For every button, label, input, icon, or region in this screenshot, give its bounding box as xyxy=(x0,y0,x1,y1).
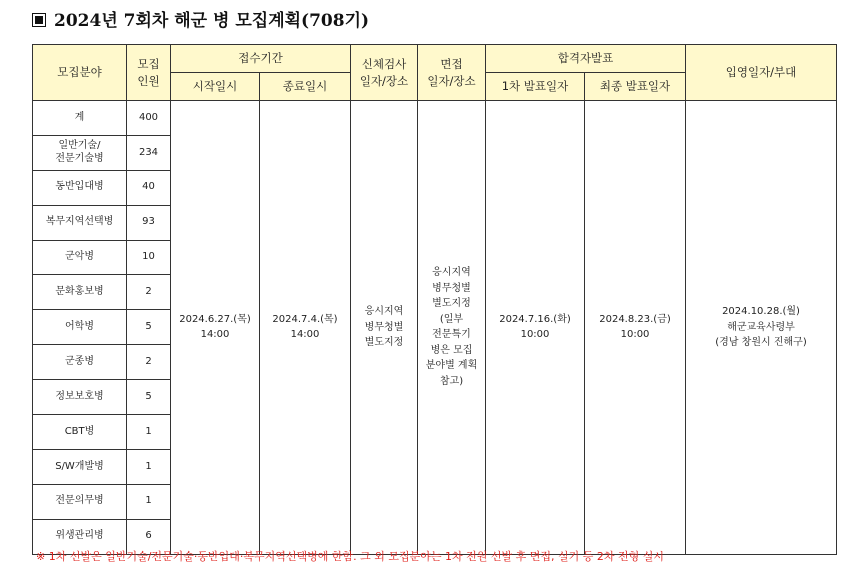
enlist-cell: 2024.10.28.(월) 해군교육사령부 (경남 창원시 진해구) xyxy=(686,101,837,555)
header-start: 시작일시 xyxy=(171,73,260,101)
header-result: 합격자발표 xyxy=(486,45,686,73)
field-cell: 정보보호병 xyxy=(33,380,127,415)
field-cell: 동반입대병 xyxy=(33,170,127,205)
interview-cell: 응시지역 병무청별 별도지정 (일부 전문특기 병은 모집 분야별 계획 참고) xyxy=(418,101,486,555)
exam-cell: 응시지역 병무청별 별도지정 xyxy=(351,101,418,555)
field-cell: 문화홍보병 xyxy=(33,275,127,310)
count-cell: 1 xyxy=(127,415,171,450)
header-count: 모집 인원 xyxy=(127,45,171,101)
title-text: 2024년 7회차 해군 병 모집계획(708기) xyxy=(54,11,370,31)
field-cell: S/W개발병 xyxy=(33,449,127,484)
header-field: 모집분야 xyxy=(33,45,127,101)
count-cell: 1 xyxy=(127,484,171,519)
field-cell: 전문의무병 xyxy=(33,484,127,519)
table-row xyxy=(33,101,837,136)
count-cell: 5 xyxy=(127,380,171,415)
count-cell: 1 xyxy=(127,449,171,484)
count-cell: 2 xyxy=(127,345,171,380)
count-cell: 234 xyxy=(127,135,171,170)
count-cell: 5 xyxy=(127,310,171,345)
end-date-cell: 2024.7.4.(목) 14:00 xyxy=(260,101,351,555)
square-bullet-icon xyxy=(32,13,46,27)
header-final: 최종 발표일자 xyxy=(585,73,686,101)
page-title xyxy=(32,9,369,33)
field-cell: 계 xyxy=(33,101,127,136)
field-cell: 군종병 xyxy=(33,345,127,380)
field-cell: 일반기술/ 전문기술병 xyxy=(33,135,127,170)
final-result-cell: 2024.8.23.(금) 10:00 xyxy=(585,101,686,555)
count-cell: 6 xyxy=(127,519,171,554)
field-cell: 복무지역선택병 xyxy=(33,205,127,240)
count-cell: 93 xyxy=(127,205,171,240)
header-first: 1차 발표일자 xyxy=(486,73,585,101)
field-cell: 군악병 xyxy=(33,240,127,275)
header-interview: 면접 일자/장소 xyxy=(418,45,486,101)
recruitment-table xyxy=(32,44,837,555)
field-cell: 어학병 xyxy=(33,310,127,345)
footnote: ※ 1차 선발은 일반기술/전문기술·동반입대·복무지역선택병에 한함. 그 외 모집분야는 1차 전원 선발 후 면접, 실기 등 2차 전형 실시 xyxy=(36,550,665,563)
count-cell: 2 xyxy=(127,275,171,310)
field-cell: CBT병 xyxy=(33,415,127,450)
count-cell: 400 xyxy=(127,101,171,136)
count-cell: 40 xyxy=(127,170,171,205)
header-enlist: 입영일자/부대 xyxy=(686,45,837,101)
header-end: 종료일시 xyxy=(260,73,351,101)
first-result-cell: 2024.7.16.(화) 10:00 xyxy=(486,101,585,555)
start-date-cell: 2024.6.27.(목) 14:00 xyxy=(171,101,260,555)
field-cell: 위생관리병 xyxy=(33,519,127,554)
header-exam: 신체검사 일자/장소 xyxy=(351,45,418,101)
count-cell: 10 xyxy=(127,240,171,275)
header-period: 접수기간 xyxy=(171,45,351,73)
